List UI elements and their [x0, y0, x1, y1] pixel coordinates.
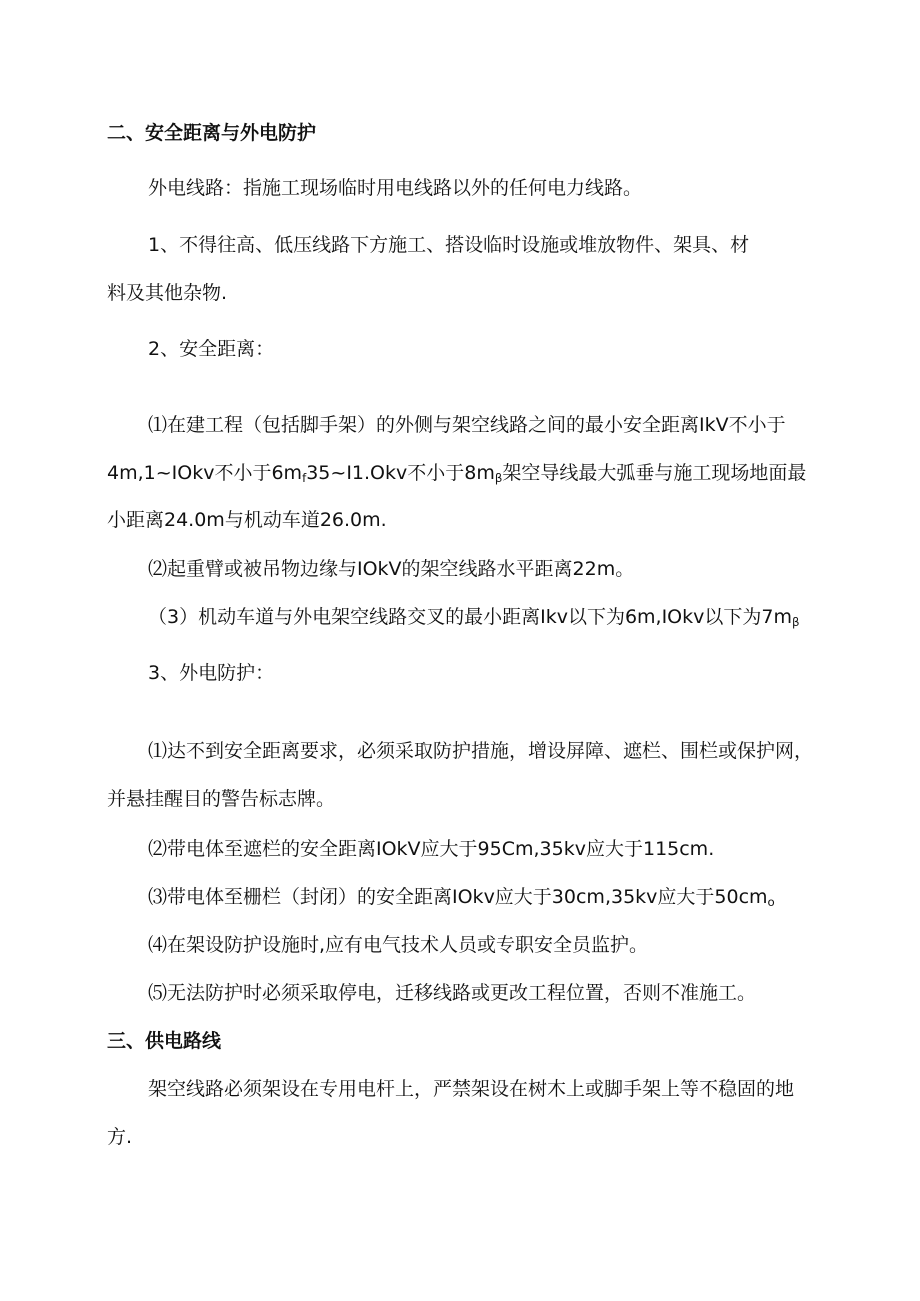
protection-rule-1-line-2: 并悬挂醒目的警告标志牌。 [107, 788, 336, 810]
protection-rule-1-line-1: ⑴达不到安全距离要求，必须采取防护措施，增设屏障、遮栏、围栏或保护网， [148, 740, 814, 762]
item-3-title: 3、外电防护： [148, 662, 275, 684]
distance-rule-1-text-a: 4m,1~IOkv不小于6m [107, 462, 303, 484]
item-1-line-2: 料及其他杂物. [107, 282, 228, 304]
distance-rule-1-text-b: 35~I1.Okv不小于8m [306, 462, 495, 484]
definition-paragraph: 外电线路：指施工现场临时用电线路以外的任何电力线路。 [148, 177, 643, 199]
distance-rule-1-subscript-2: β [494, 470, 503, 485]
protection-rule-3-subscript: o [767, 894, 775, 909]
supply-paragraph-line-2: 方. [107, 1126, 133, 1148]
distance-rule-1-line-2 [107, 460, 806, 491]
item-2-title: 2、安全距离： [148, 338, 275, 360]
distance-rule-3-subscript: β [791, 614, 800, 629]
distance-rule-3 [148, 604, 800, 635]
distance-rule-1-text-c: 架空导线最大弧垂与施工现场地面最 [502, 462, 807, 484]
distance-rule-1-line-3: 小距离24.0m与机动车道26.0m. [107, 509, 387, 531]
protection-rule-3 [148, 884, 775, 915]
distance-rule-2: ⑵起重臂或被吊物边缘与IOkV的架空线路水平距离22m。 [148, 558, 635, 580]
protection-rule-5: ⑸无法防护时必须采取停电，迁移线路或更改工程位置，否则不准施工。 [148, 982, 757, 1004]
item-1-line-1: 1、不得往高、低压线路下方施工、搭设临时设施或堆放物件、架具、材 [148, 234, 750, 256]
protection-rule-4: ⑷在架设防护设施时,应有电气技术人员或专职安全员监护。 [148, 934, 649, 956]
distance-rule-1-line-1: ⑴在建工程（包括脚手架）的外侧与架空线路之间的最小安全距离IkV不小于 [148, 414, 786, 436]
distance-rule-3-text: （3）机动车道与外电架空线路交叉的最小距离Ikv以下为6m,IOkv以下为7m [148, 606, 792, 628]
supply-paragraph-line-1: 架空线路必须架设在专用电杆上，严禁架设在树木上或脚手架上等不稳固的地 [148, 1078, 795, 1100]
section-heading-2: 二、安全距离与外电防护 [107, 122, 317, 144]
distance-rule-1-subscript-1: f [302, 470, 307, 485]
protection-rule-2: ⑵带电体至遮栏的安全距离IOkV应大于95Cm,35kv应大于115cm. [148, 838, 715, 860]
section-heading-3: 三、供电路线 [107, 1030, 222, 1052]
protection-rule-3-text: ⑶带电体至栅栏（封闭）的安全距离IOkv应大于30cm,35kv应大于50cm [148, 886, 768, 908]
